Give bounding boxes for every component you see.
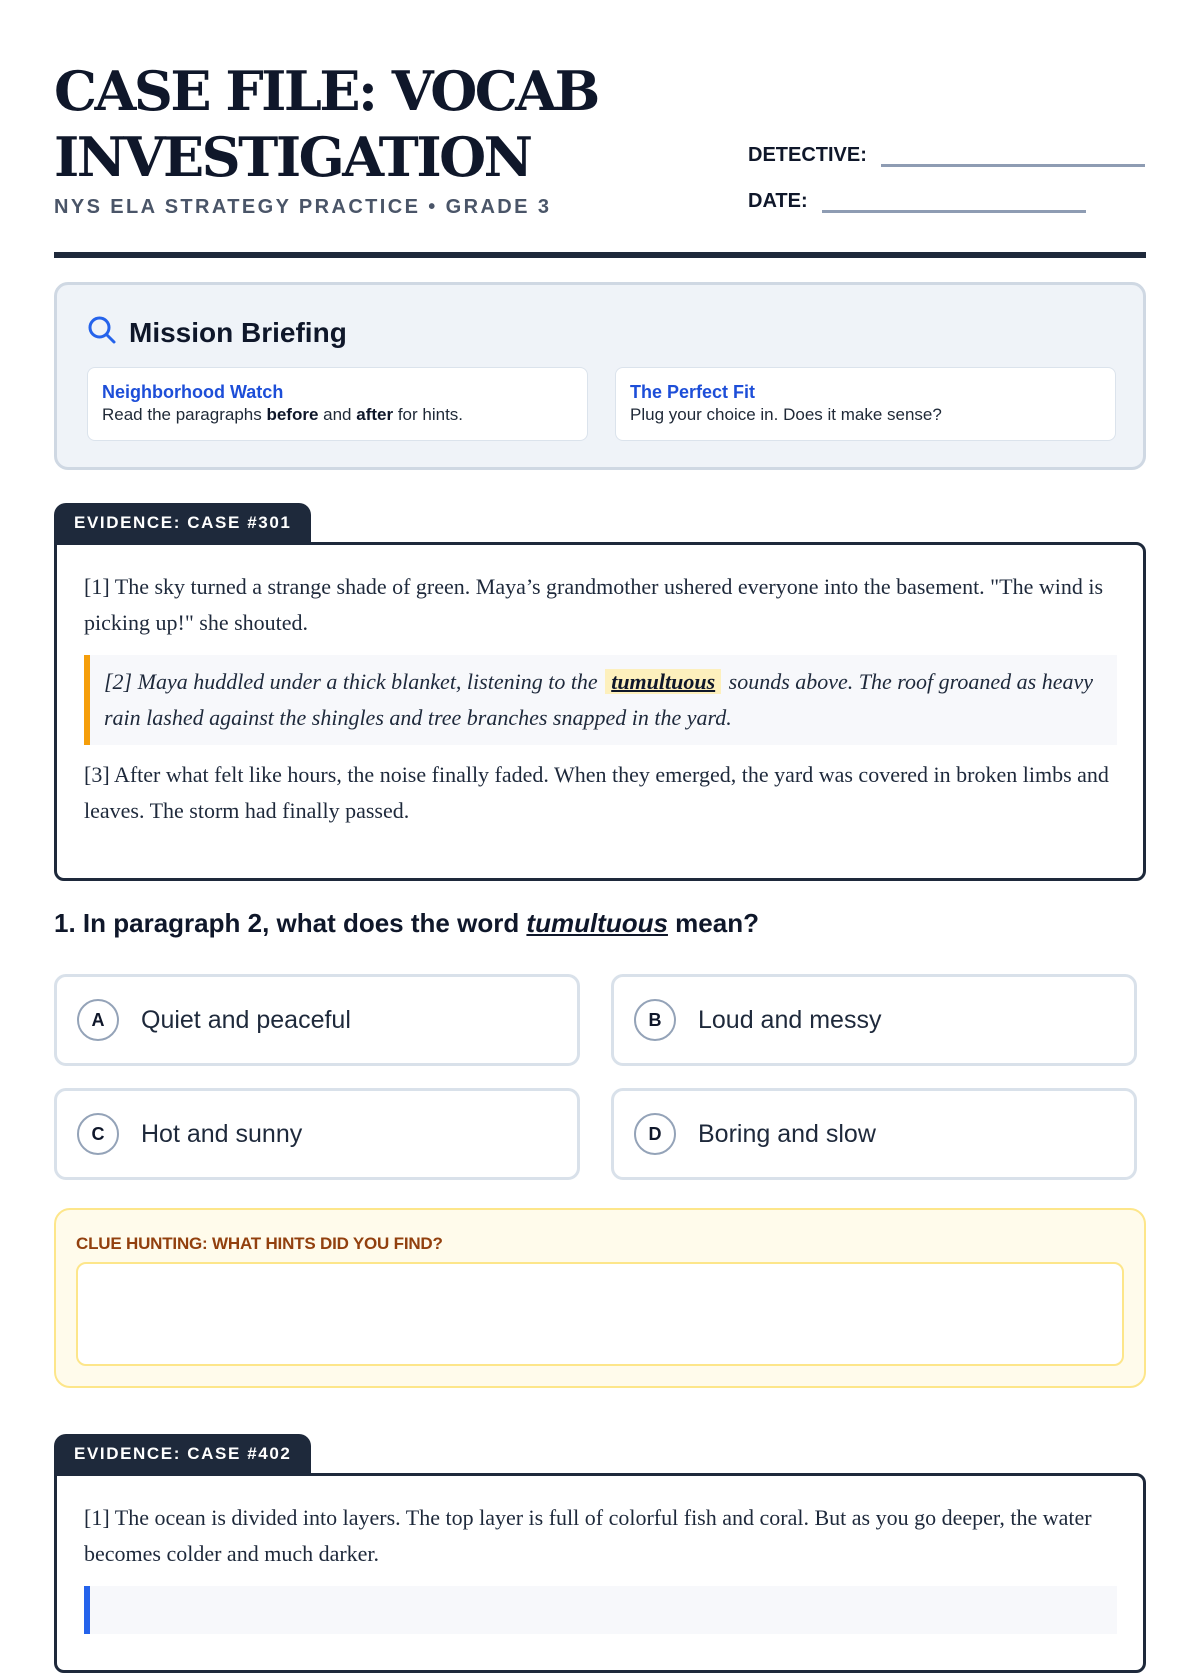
- option-text: Boring and slow: [698, 1119, 876, 1148]
- page-subtitle: NYS ELA STRATEGY PRACTICE • GRADE 3: [54, 196, 552, 218]
- date-line[interactable]: [822, 188, 1086, 213]
- detective-label: DETECTIVE:: [748, 144, 867, 166]
- date-label: DATE:: [748, 190, 808, 212]
- tip-body: Plug your choice in. Does it make sense?: [630, 405, 942, 424]
- evidence-card-301: [54, 542, 1146, 881]
- briefing-header: [87, 315, 347, 350]
- date-row: [748, 188, 1086, 213]
- tip-title: The Perfect Fit: [630, 382, 756, 402]
- answer-option-d[interactable]: [611, 1088, 1137, 1180]
- detective-name-line[interactable]: [881, 142, 1145, 167]
- paragraph-1: [1] The ocean is divided into layers. The top layer is full of colorful fish and coral. But as you go deeper, the water becomes colder and much darker.: [84, 1505, 1092, 1566]
- question-vocab-word: tumultuous: [526, 908, 668, 938]
- paragraph-2-highlighted: [2] Maya huddled under a thick blanket, listening to the tumultuous sounds above. The roof groaned as heavy rain lashed against the shingles and tree branches snapped in the yard.: [84, 655, 1117, 745]
- tip-title: Neighborhood Watch: [102, 382, 284, 402]
- title-line-1: CASE FILE: VOCAB: [54, 59, 598, 123]
- search-icon: [87, 315, 117, 350]
- paragraph-1: [1] The sky turned a strange shade of green. Maya’s grandmother ushered everyone into the basement. "The wind is picking up!" she shouted.: [84, 574, 1104, 635]
- option-text: Quiet and peaceful: [141, 1005, 351, 1034]
- title-line-2: INVESTIGATION: [54, 125, 531, 189]
- answer-option-b[interactable]: [611, 974, 1137, 1066]
- clue-hunting-label: CLUE HUNTING: WHAT HINTS DID YOU FIND?: [76, 1234, 443, 1253]
- option-text: Hot and sunny: [141, 1119, 303, 1148]
- vocab-word-highlight: tumultuous: [605, 669, 721, 694]
- paragraph-2-highlighted: [84, 1586, 1117, 1634]
- answer-option-c[interactable]: [54, 1088, 580, 1180]
- evidence-card-402: [54, 1473, 1146, 1673]
- briefing-title: Mission Briefing: [129, 316, 347, 348]
- worksheet-header: [54, 0, 1146, 258]
- worksheet-page: [54, 0, 1146, 1566]
- evidence-tab-301: EVIDENCE: CASE #301: [54, 503, 311, 543]
- option-letter-badge: D: [634, 1113, 676, 1155]
- tip-body: Read the paragraphs before and after for hints.: [102, 405, 464, 424]
- option-letter-badge: B: [634, 999, 676, 1041]
- page-title: [54, 58, 674, 190]
- question-1: 1. In paragraph 2, what does the word tumultuous mean?: [54, 908, 759, 938]
- paragraph-3: [3] After what felt like hours, the noise finally faded. When they emerged, the yard was covered in broken limbs and leaves. The storm had finally passed.: [84, 762, 1109, 823]
- tip-card-perfect-fit: [615, 367, 1116, 441]
- option-letter-badge: A: [77, 999, 119, 1041]
- tip-card-neighborhood-watch: [87, 367, 588, 441]
- evidence-tab-402: EVIDENCE: CASE #402: [54, 1434, 311, 1474]
- clue-hunting-box: [54, 1208, 1146, 1388]
- option-letter-badge: C: [77, 1113, 119, 1155]
- detective-row: [748, 142, 1145, 167]
- option-text: Loud and messy: [698, 1005, 882, 1034]
- answer-option-a[interactable]: [54, 974, 580, 1066]
- clue-answer-field[interactable]: [76, 1262, 1124, 1366]
- mission-briefing: [54, 282, 1146, 470]
